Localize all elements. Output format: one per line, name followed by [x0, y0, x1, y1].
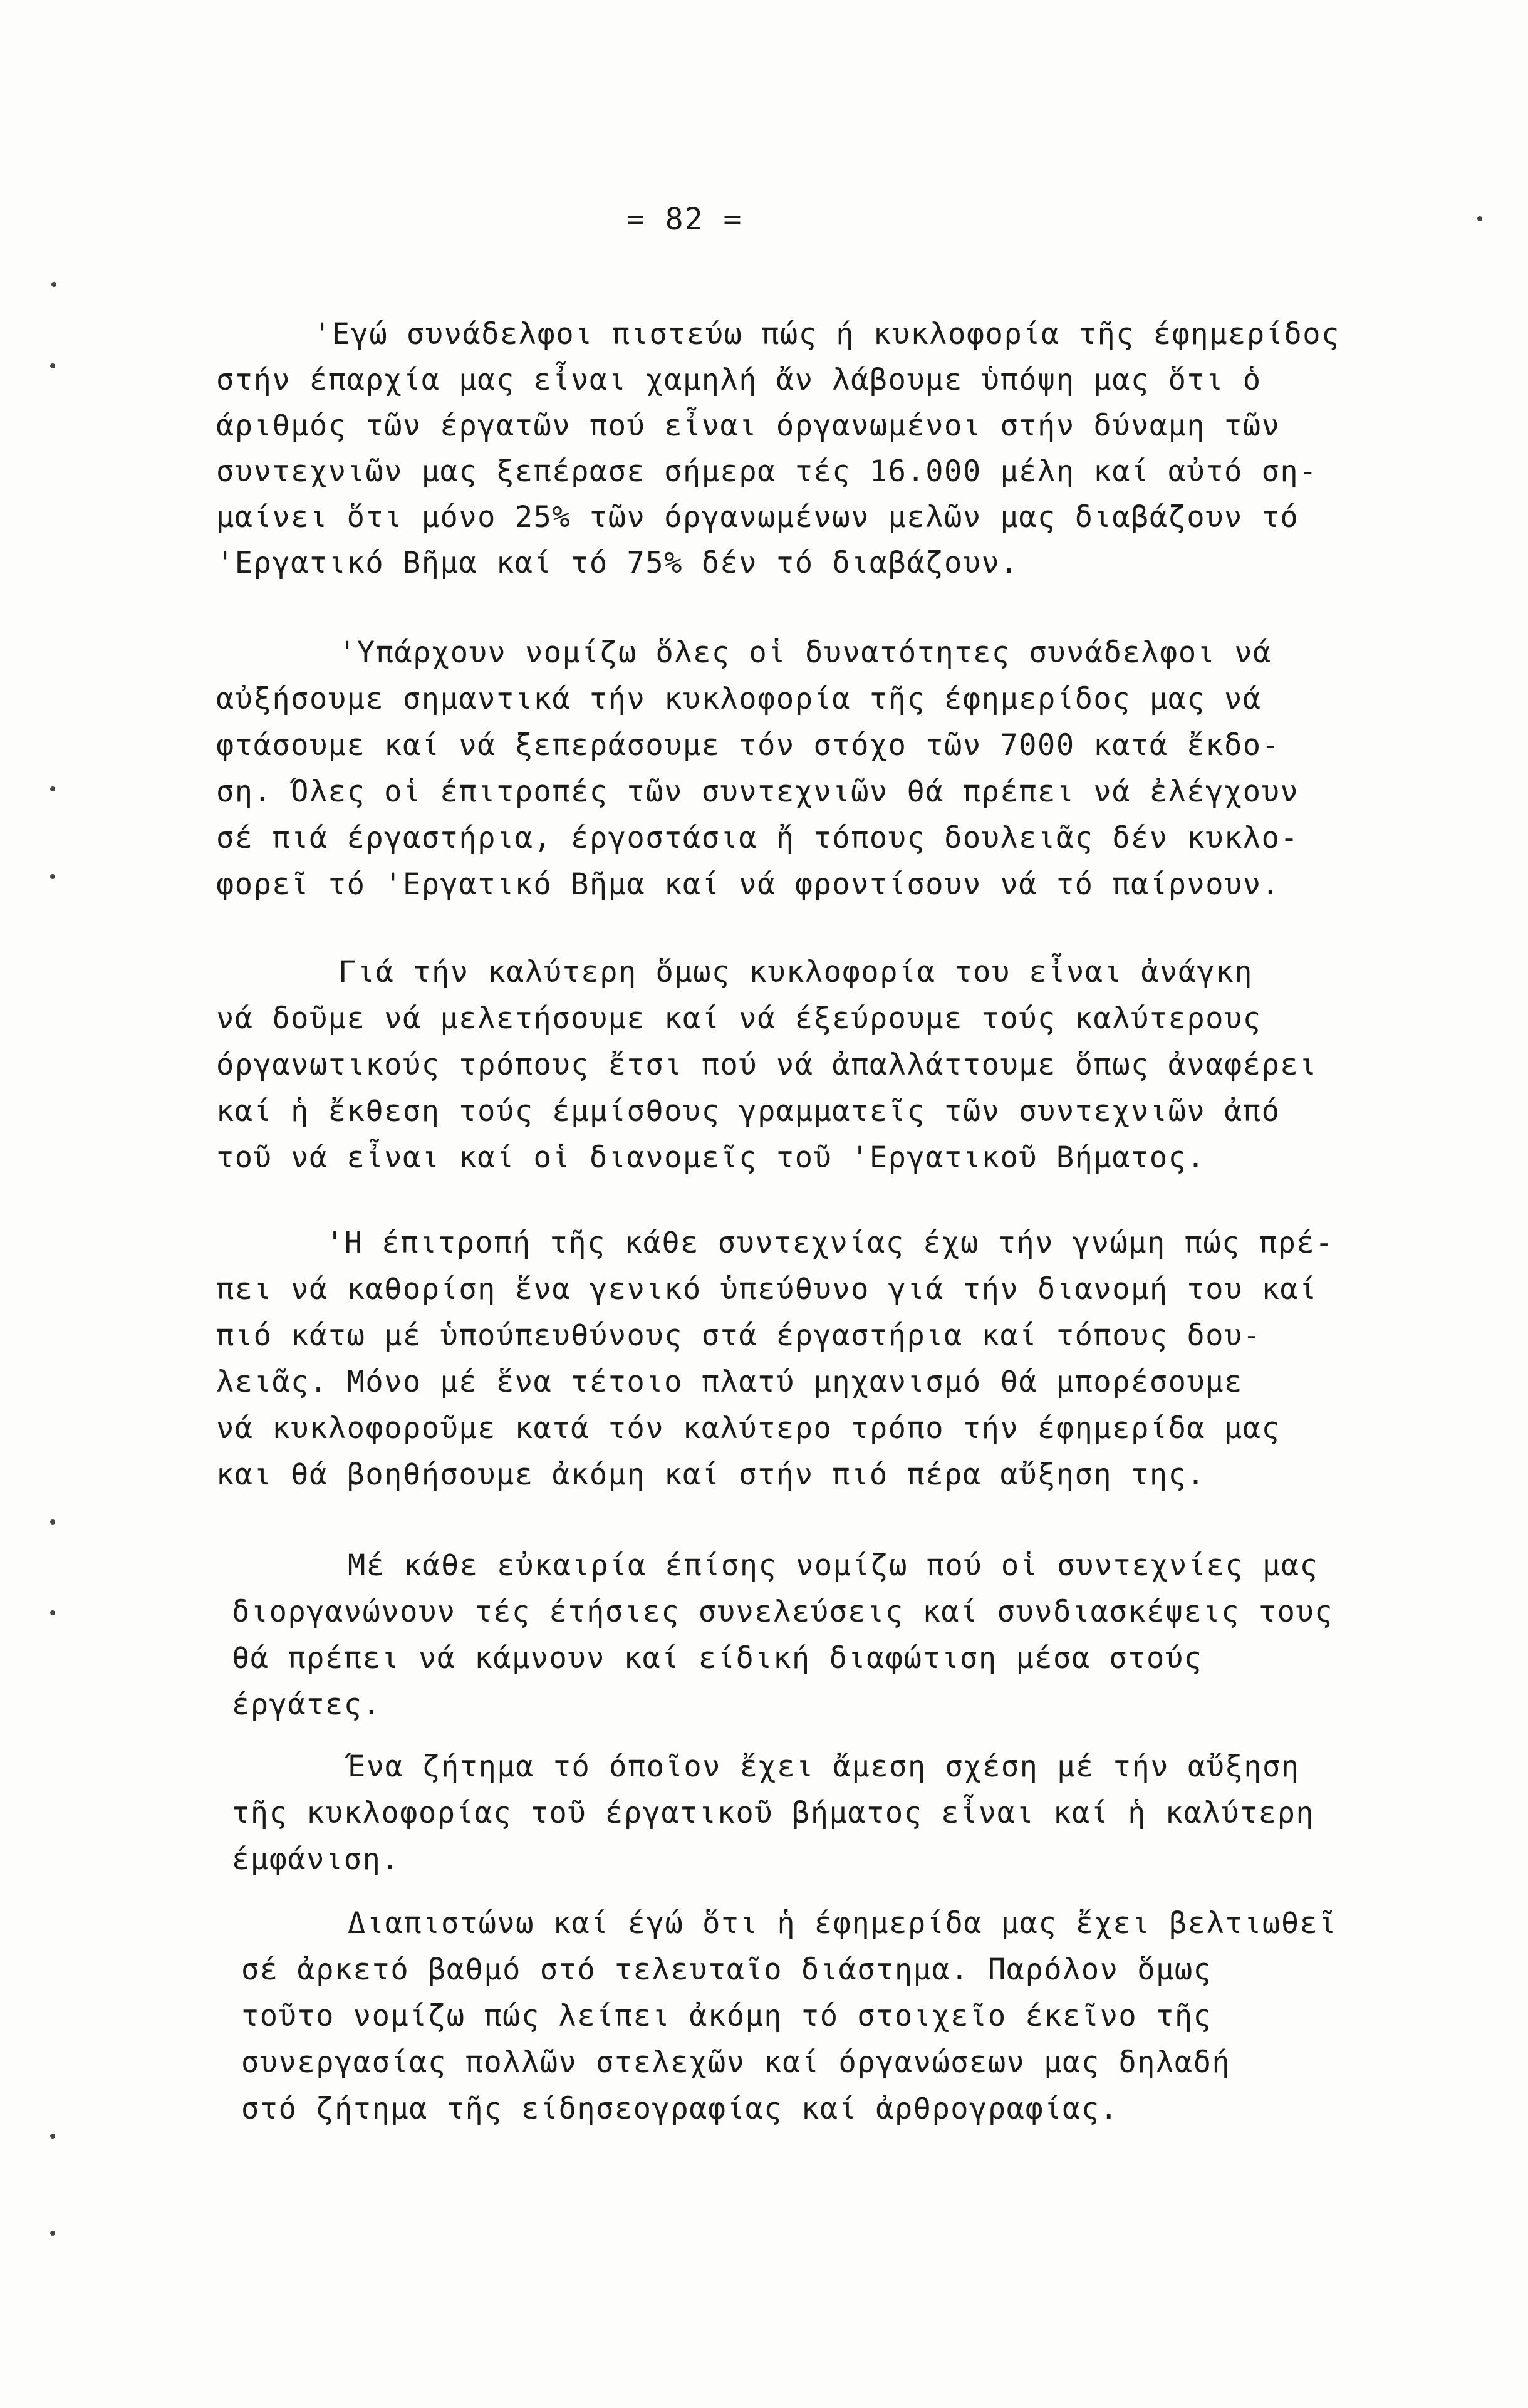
text-line: Διαπιστώνω καί έγώ ὅτι ἡ έφημερίδα μας ἔχει βελτιωθεῖ — [348, 1906, 1338, 1941]
text-line: καί ἡ ἔκθεση τούς έμμίσθους γραμματεῖς τῶν συντεχνιῶν ἀπό — [216, 1094, 1281, 1128]
text-line: αὐξήσουμε σημαντικά τήν κυκλοφορία τῆς έφημερίδος μας νά — [216, 682, 1262, 716]
text-line: ση. Όλες οἱ έπιτροπές τῶν συντεχνιῶν θά πρέπει νά ἐλέγχουν — [216, 774, 1299, 809]
page-number: = 82 = — [626, 202, 743, 237]
text-line: μαίνει ὅτι μόνο 25% τῶν όργανωμένων μελῶν μας διαβάζουν τό — [216, 500, 1299, 534]
text-line: συνεργασίας πολλῶν στελεχῶν καί όργανώσεων μας δηλαδή — [241, 2045, 1231, 2080]
text-line: πει νά καθορίση ἕνα γενικό ὑπεύθυνο γιά τήν διανομή του καί — [216, 1272, 1318, 1306]
text-line: τοῦ νά εἶναι καί οἱ διανομεῖς τοῦ 'Εργατικοῦ Βήματος. — [216, 1140, 1206, 1175]
text-line: Γιά τήν καλύτερη ὅμως κυκλοφορία του εἶναι ἀνάγκη — [338, 955, 1254, 989]
text-line: Μέ κάθε εὐκαιρία έπίσης νομίζω πού οἱ συντεχνίες μας — [348, 1548, 1319, 1583]
text-line: σέ ἀρκετό βαθμό στό τελευταῖο διάστημα. Παρόλον ὅμως — [241, 1952, 1212, 1987]
text-line: 'Εργατικό Βῆμα καί τό 75% δέν τό διαβάζουν. — [216, 546, 1019, 580]
text-line: όργανωτικούς τρόπους ἔτσι πού νά ἀπαλλάττουμε ὅπως ἀναφέρει — [216, 1048, 1318, 1082]
scan-speck — [50, 1519, 55, 1525]
scan-speck — [50, 786, 55, 791]
text-line: άριθμός τῶν έργατῶν πού εἶναι όργανωμένοι στήν δύναμη τῶν — [216, 409, 1281, 443]
text-line: 'Υπάρχουν νομίζω ὅλες οἱ δυνατότητες συνάδελφοι νά — [338, 635, 1272, 670]
text-line: 'Εγώ συνάδελφοι πιστεύω πώς ή κυκλοφορία τῆς έφημερίδος — [313, 317, 1340, 352]
text-line: πιό κάτω μέ ὑπούπευθύνους στά έργαστήρια καί τόπους δου- — [216, 1318, 1262, 1353]
text-line: συντεχνιῶν μας ξεπέρασε σήμερα τές 16.000 μέλη καί αὐτό ση- — [216, 454, 1318, 489]
scan-speck — [50, 874, 55, 879]
text-line: σέ πιά έργαστήρια, έργοστάσια ἤ τόπους δουλειᾶς δέν κυκλο- — [216, 821, 1299, 855]
text-line: έμφάνιση. — [232, 1842, 400, 1877]
scan-speck — [50, 2231, 55, 2236]
text-line: στό ζήτημα τῆς είδησεογραφίας καί ἀρθρογραφίας. — [241, 2092, 1119, 2126]
text-line: Ένα ζήτημα τό όποῖον ἔχει ἄμεση σχέση μέ τήν αὔξηση — [348, 1749, 1300, 1784]
text-line: νά κυκλοφοροῦμε κατά τόν καλύτερο τρόπο τήν έφημερίδα μας — [216, 1411, 1281, 1446]
scan-speck — [1477, 216, 1482, 221]
text-line: στήν έπαρχία μας εἶναι χαμηλή ἄν λάβουμε ὑπόψη μας ὅτι ὁ — [216, 363, 1262, 397]
text-line: λειᾶς. Μόνο μέ ἕνα τέτοιο πλατύ μηχανισμό θά μπορέσουμε — [216, 1365, 1243, 1399]
text-line: και θά βοηθήσουμε ἀκόμη καί στήν πιό πέρα αὔξηση της. — [216, 1457, 1206, 1492]
scan-speck — [50, 2134, 55, 2139]
text-line: έργάτες. — [232, 1687, 382, 1722]
text-line: τοῦτο νομίζω πώς λείπει ἀκόμη τό στοιχεῖο έκεῖνο τῆς — [241, 1999, 1212, 2033]
text-line: θά πρέπει νά κάμνουν καί είδική διαφώτιση μέσα στούς — [232, 1641, 1203, 1676]
text-line: 'Η έπιτροπή τῆς κάθε συντεχνίας έχω τήν γνώμη πώς πρέ- — [326, 1226, 1334, 1260]
scan-speck — [51, 282, 56, 287]
scan-speck — [50, 363, 55, 368]
text-line: φτάσουμε καί νά ξεπεράσουμε τόν στόχο τῶν 7000 κατά ἔκδο- — [216, 728, 1281, 763]
text-line: νά δοῦμε νά μελετήσουμε καί νά έξεύρουμε τούς καλύτερους — [216, 1001, 1262, 1036]
scan-speck — [50, 1610, 55, 1615]
text-line: φορεῖ τό 'Εργατικό Βῆμα καί νά φροντίσουν νά τό παίρνουν. — [216, 867, 1281, 902]
text-line: διοργανώνουν τές έτήσιες συνελεύσεις καί συνδιασκέψεις τους — [232, 1595, 1333, 1629]
text-line: τῆς κυκλοφορίας τοῦ έργατικοῦ βήματος εἶναι καί ἡ καλύτερη — [232, 1796, 1315, 1830]
